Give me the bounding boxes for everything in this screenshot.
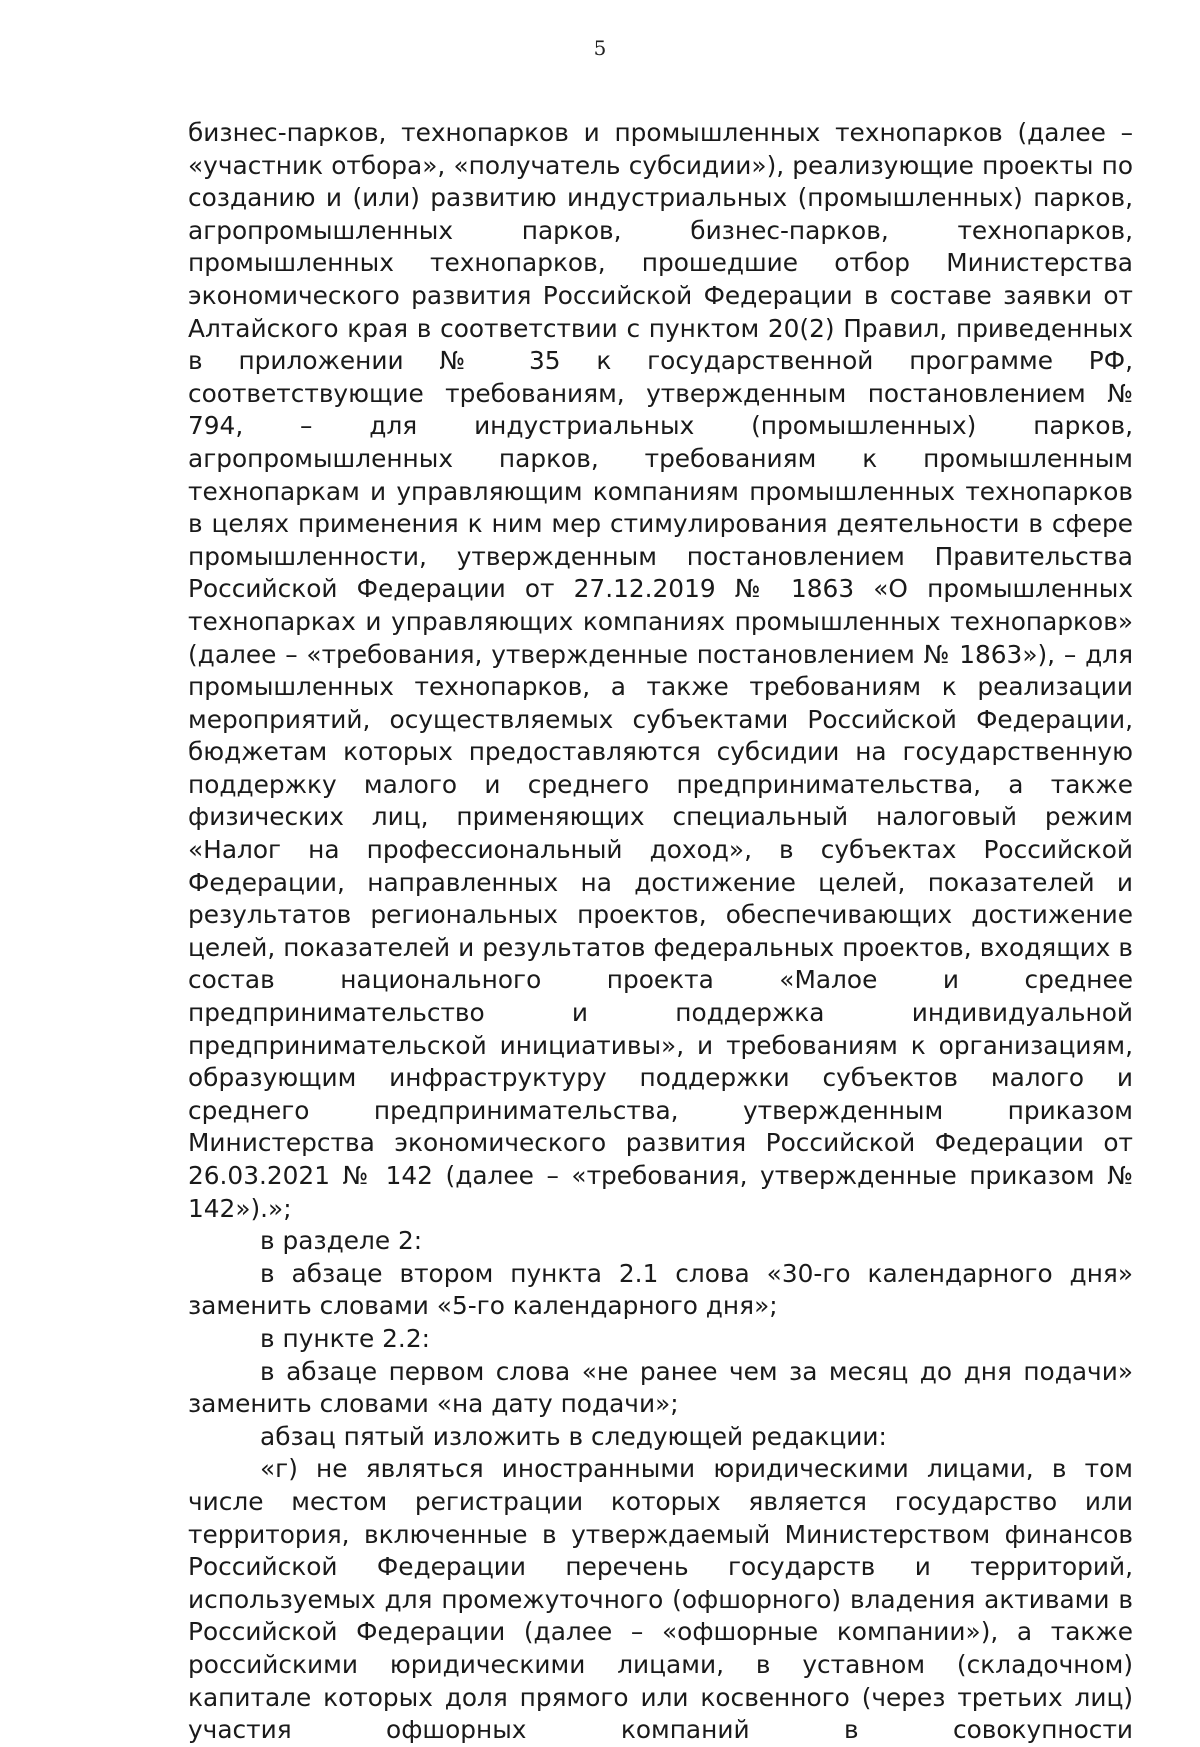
page-number: 5 xyxy=(593,36,607,60)
paragraph-5: в абзаце первом слова «не ранее чем за месяц до дня подачи» заменить словами «на дату подачи»; xyxy=(188,1356,1133,1419)
paragraph-6: абзац пятый изложить в следующей редакции: xyxy=(260,1421,887,1451)
document-body xyxy=(188,117,1133,1747)
paragraph-7: «г) не являться иностранными юридическими лицами, в том числе местом регистрации которых является государство или территория, включенные в утверждаемый Министерством финансов Российской Федерации перечень государств и территорий, используемых для промежуточного (офшорного) владения активами в Российской Федерации (далее – «офшорные компании»), а также российскими юридическими лицами, в уставном (складочном) капитале которых доля прямого или косвенного (через третьих лиц) участия офшорных компаний в совокупности xyxy=(188,1454,1133,1745)
paragraph-2: в разделе 2: xyxy=(260,1226,423,1256)
paragraph-4: в пункте 2.2: xyxy=(260,1323,430,1353)
paragraph-3: в абзаце втором пункта 2.1 слова «30-го календарного дня» заменить словами «5-го календарного дня»; xyxy=(188,1258,1133,1321)
paragraph-1: бизнес-парков, технопарков и промышленных технопарков (далее – «участник отбора», «получатель субсидии»), реализующие проекты по созданию и (или) развитию индустриальных (промышленных) парков, агропромышленных парков, бизнес-парков, технопарков, промышленных технопарков, прошедшие отбор Министерства экономического развития Российской Федерации в составе заявки от Алтайского края в соответствии с пунктом 20(2) Правил, приведенных в приложении № 35 к государственной программе РФ, соответствующие требованиям, утвержденным постановлением № 794, – для индустриальных (промышленных) парков, агропромышленных парков, требованиям к промышленным технопаркам и управляющим компаниям промышленных технопарков в целях применения к ним мер стимулирования деятельности в сфере промышленности, утвержденным постановлением Правительства Российской Федерации от 27.12.2019 № 1863 «О промышленных технопарках и управляющих компаниях промышленных технопарков» (далее – «требования, утвержденные постановлением № 1863»), – для промышленных технопарков, а также требованиям к реализации мероприятий, осуществляемых субъектами Российской Федерации, бюджетам которых предоставляются субсидии на государственную поддержку малого и среднего предпринимательства, а также физических лиц, применяющих специальный налоговый режим «Налог на профессиональный доход», в субъектах Российской Федерации, направленных на достижение целей, показателей и результатов региональных проектов, обеспечивающих достижение целей, показателей и результатов федеральных проектов, входящих в состав национального проекта «Малое и среднее предпринимательство и поддержка индивидуальной предпринимательской инициативы», и требованиям к организациям, образующим инфраструктуру поддержки субъектов малого и среднего предпринимательства, утвержденным приказом Министерства экономического развития Российской Федерации от 26.03.2021 № 142 (далее – «требования, утвержденные приказом № 142»).»; xyxy=(188,118,1133,1223)
